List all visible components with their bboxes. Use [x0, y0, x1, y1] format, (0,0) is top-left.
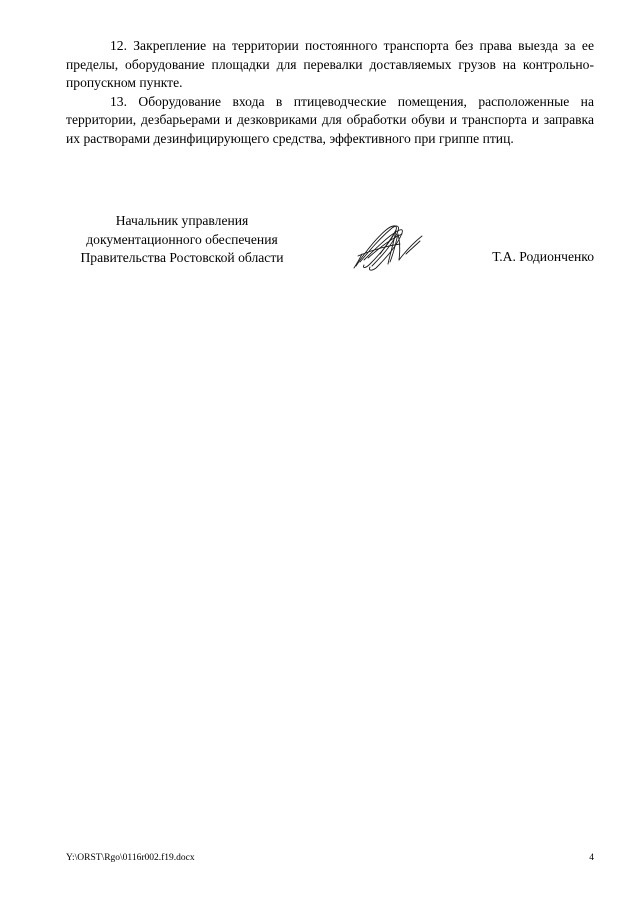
signer-name: Т.А. Родионченко: [492, 249, 594, 264]
position-line-1: Начальник управления: [115, 213, 249, 228]
paragraph-item-12: 12. Закрепление на территории постоянного транспорта без права выезда за ее пределы, оборудование площадки для перевалки доставляемых грузов на контрольно-пропускном пункте.: [66, 38, 594, 91]
paragraph-item-13: 13. Оборудование входа в птицеводческие помещения, расположенные на территории, дезбарьерами и дезковриками для обработки обуви и транспорта и заправка их растворами дезинфицирующего средства, эффективного при гриппе птиц.: [66, 93, 594, 146]
position-line-3: Правительства Ростовской области: [80, 250, 284, 266]
document-body: [66, 37, 594, 149]
footer-file-path: Y:\ORST\Rgo\0116r002.f19.docx: [66, 853, 195, 863]
signer-position: [66, 212, 298, 268]
signature-block: [66, 212, 594, 272]
page-number: 4: [589, 853, 594, 863]
handwritten-signature: [350, 216, 430, 276]
position-line-2: документационного обеспечения: [86, 231, 278, 247]
